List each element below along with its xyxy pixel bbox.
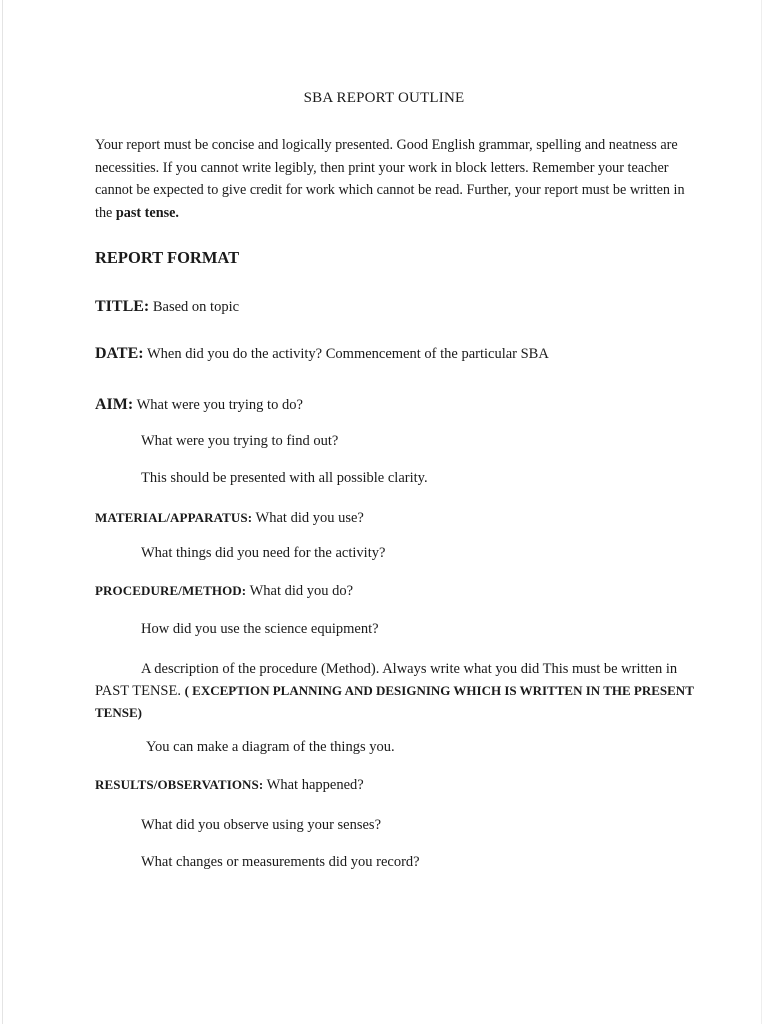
- document-title: SBA REPORT OUTLINE: [303, 90, 465, 106]
- procedure-paragraph-text: A description of the procedure (Method). Always write what you did This must be written in PAST TENSE.: [95, 661, 678, 699]
- procedure-exception-note: ( EXCEPTION PLANNING AND DESIGNING WHICH IS WRITTEN IN THE PRESENT TENSE): [95, 683, 694, 720]
- diagram-note: You can make a diagram of the things you.: [146, 739, 395, 755]
- results-line: What did you observe using your senses?: [141, 817, 382, 833]
- page-left-edge: [2, 0, 3, 1024]
- aim-item: [95, 396, 303, 414]
- results-value: What happened?: [263, 777, 364, 793]
- title-item: [95, 298, 239, 316]
- title-key: TITLE:: [95, 298, 150, 315]
- materials-key: MATERIAL/APPARATUS:: [95, 510, 253, 525]
- aim-line: What were you trying to find out?: [141, 433, 339, 449]
- results-key: RESULTS/OBSERVATIONS:: [95, 777, 264, 792]
- intro-paragraph: [95, 134, 695, 224]
- report-format-heading: REPORT FORMAT: [95, 248, 240, 267]
- procedure-value: What did you do?: [246, 583, 354, 599]
- date-item: [95, 345, 549, 363]
- page-right-edge: [761, 0, 762, 1024]
- results-line: What changes or measurements did you record?: [141, 854, 420, 870]
- procedure-paragraph: [95, 659, 695, 724]
- materials-item: [95, 510, 364, 527]
- materials-line: What things did you need for the activity?: [141, 545, 386, 561]
- aim-key: AIM:: [95, 396, 134, 413]
- aim-value: What were you trying to do?: [133, 397, 303, 413]
- results-item: [95, 777, 364, 794]
- title-value: Based on topic: [149, 299, 240, 315]
- aim-line: This should be presented with all possible clarity.: [141, 470, 428, 486]
- intro-text: Your report must be concise and logically presented. Good English grammar, spelling and neatness are necessities. If you cannot write legibly, then print your work in block letters. Remember your teacher cannot be expected to give credit for work which cannot be read. Further, your report must be written in the: [95, 137, 685, 221]
- date-key: DATE:: [95, 345, 144, 362]
- procedure-line: How did you use the science equipment?: [141, 621, 379, 637]
- procedure-item: [95, 583, 353, 600]
- intro-emphasis: past tense.: [115, 204, 179, 221]
- materials-value: What did you use?: [252, 510, 364, 526]
- date-value: When did you do the activity? Commencement of the particular SBA: [143, 346, 549, 362]
- procedure-key: PROCEDURE/METHOD:: [95, 583, 247, 598]
